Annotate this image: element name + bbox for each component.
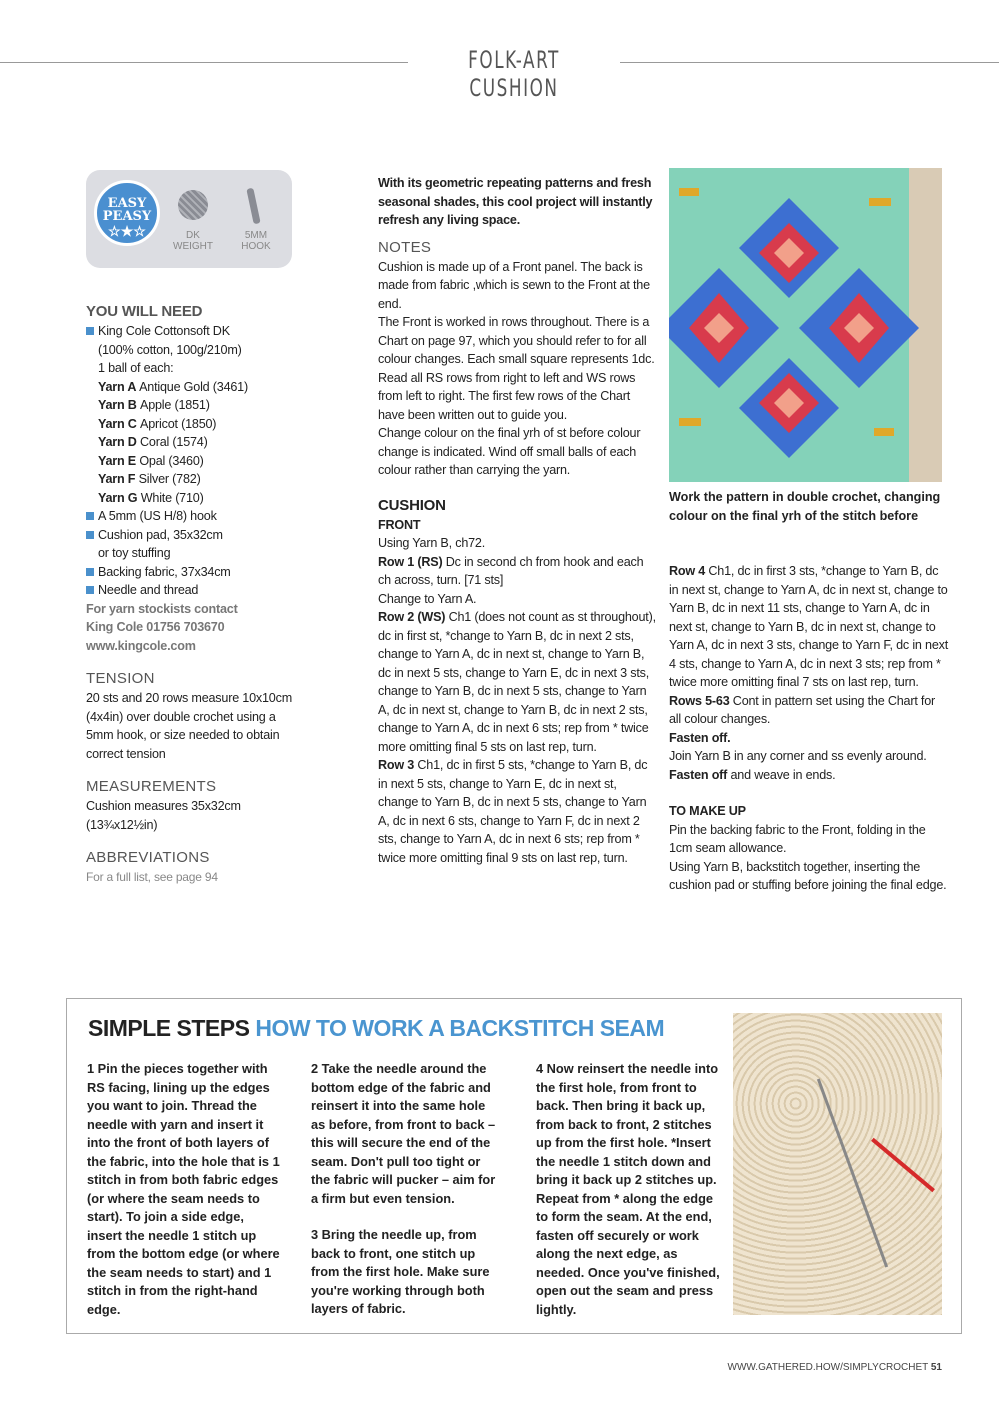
- text-run: Dc in second ch from hook and each ch across, turn. [71 sts]: [378, 554, 644, 587]
- text-run: Yarn G: [98, 490, 141, 505]
- needle-icon: [817, 1079, 888, 1268]
- step-column-1: 1 Pin the pieces together with RS facing, lining up the edges you want to join. Thread the needle with yarn and insert it into the front of both layers of the fabric, into the hole that is 1 stitch in from both fabric edges (or where the seam needs to start). To join a side edge, insert the needle 1 stitch up from the bottom edge (or where the seam needs to start) and 1 stitch in from the right-hand edge.: [87, 1061, 280, 1317]
- text-run: A 5mm (US H/8) hook: [98, 509, 217, 523]
- text-run: Cushion pad, 35x32cm: [98, 527, 223, 542]
- instruction-paragraph: [86, 563, 296, 582]
- photo-caption: Work the pattern in double crochet, changing colour on the final yrh of the stitch before: [669, 490, 941, 523]
- text-run: White (710): [140, 490, 204, 505]
- text-run: Silver (782): [138, 472, 201, 486]
- yarn-ball-icon: [178, 190, 208, 220]
- notes-text: Cushion is made up of a Front panel. The back is made from fabric ,which is sewn to the Front at the end. The Front is worked in rows throughout. There is a Chart on page 97, which you should refer to for all colour changes. Each small square represents 1dc. Read all RS rows from right to left and WS rows from left to right. The first few rows of the Chart have been written out to guide you. Change colour on the final yrh of st before colour change is indicated. Wind off small balls of each colour rather than carrying the yarn.: [378, 259, 655, 477]
- yarn-weight-label: DK WEIGHT: [173, 230, 213, 252]
- instruction-paragraph: [86, 378, 296, 397]
- cushion-photo: [669, 168, 942, 482]
- instruction-paragraph: [86, 526, 296, 545]
- page-footer: [728, 1362, 942, 1373]
- text-run: Using Yarn B, ch72.: [378, 536, 486, 550]
- instruction-paragraph: [86, 359, 296, 378]
- instruction-paragraph: [86, 396, 296, 415]
- instruction-paragraph: [669, 729, 949, 748]
- text-run: Opal (3460): [139, 453, 204, 468]
- difficulty-stars: ☆★☆: [108, 224, 146, 240]
- text-run: King Cole Cottonsoft DK: [98, 324, 230, 338]
- text-run: Yarn E: [98, 453, 140, 468]
- page-number: 51: [930, 1362, 942, 1373]
- text-run: Apple (1851): [140, 398, 210, 412]
- right-column: [669, 562, 949, 895]
- text-run: Ch1, dc in first 5 sts, *change to Yarn B, dc in next 5 sts, change to Yarn E, dc in next st, change to Yarn B, dc in next 5 sts, change to Yarn A, dc in next 6 sts, change to Yarn F, dc in next 2 sts, change to Yarn A, dc in next 6 sts; rep from * twice more omitting final 9 sts on last rep, turn.: [378, 758, 648, 865]
- level-line2: PEASY: [102, 209, 152, 224]
- text-run: Yarn A: [98, 379, 140, 394]
- text-run: Ch1, dc in first 3 sts, *change to Yarn B, dc in next st, change to Yarn A, dc in next st, change to Yarn B, dc in next 11 sts, change to Yarn A, dc in next st, change to Yarn B, dc in next st, change to Yarn A, dc in next 3 sts, change to Yarn F, dc in next 4 sts, change to Yarn A, dc in next 3 sts; rep from * twice more omitting final 7 sts on last rep, turn.: [669, 564, 949, 689]
- text-run: Ch1 (does not count as st throughout), dc in first st, *change to Yarn B, dc in next 2 sts, change to Yarn A, dc in next st, change to Yarn B, dc in next 5 sts, change to Yarn E, dc in next 3 sts, change to Yarn B, dc in next 5 sts, change to Yarn A, dc in next st, change to Yarn B, dc in next 2 sts, change to Yarn A, dc in next 6 sts; rep from * twice more omitting final 5 sts on last rep, turn.: [378, 610, 656, 754]
- crochet-hook-icon: [246, 188, 260, 225]
- text-run: (100% cotton, 100g/210m): [98, 342, 242, 357]
- instruction-paragraph: [669, 692, 949, 729]
- you-will-need-heading: YOU WILL NEED: [86, 303, 203, 320]
- instruction-paragraph: [86, 322, 296, 341]
- make-up-heading: TO MAKE UP: [669, 804, 746, 818]
- instruction-paragraph: [86, 489, 296, 508]
- text-run: Coral (1574): [140, 435, 208, 449]
- notes-heading: NOTES: [378, 238, 432, 256]
- footer-url[interactable]: WWW.GATHERED.HOW/SIMPLYCROCHET: [727, 1362, 929, 1373]
- intro-text: With its geometric repeating patterns and fresh seasonal shades, this cool project will instantly refresh any living space.: [378, 176, 653, 227]
- make-up-text: Using Yarn B, backstitch together, inserting the cushion pad or stuffing before joining the final edge.: [669, 859, 947, 892]
- skill-badge: [86, 170, 292, 268]
- text-run: Row 3: [378, 758, 418, 772]
- instruction-paragraph: [86, 452, 296, 471]
- text-run: Yarn D: [98, 435, 140, 449]
- measurements-text: Cushion measures 35x32cm (13¾x12½in): [86, 799, 241, 832]
- stockist-contact: For yarn stockists contact King Cole 01756 703670 www.kingcole.com: [86, 600, 296, 656]
- page-title: FOLK-ART CUSHION: [468, 46, 560, 102]
- left-column: [86, 302, 296, 887]
- text-run: Fasten off.: [669, 730, 731, 745]
- abbreviations-text: For a full list, see page 94: [86, 870, 218, 884]
- cushion-instructions: [378, 534, 656, 867]
- instruction-paragraph: [86, 341, 296, 360]
- step-column-3: 4 Now reinsert the needle into the first hole, from front to back. Then bring it back up, from back to front, 2 stitches up from the first hole. *Insert the needle 1 stitch down and bring it back up 2 stitches up. Repeat from * along the edge to form the seam. At the end, fasten off securely or work along the next edge, as needed. Once you've finished, open out the seam and press lightly.: [536, 1061, 720, 1317]
- text-run: Join Yarn B in any corner and ss evenly around.: [669, 749, 927, 763]
- text-run: Change to Yarn A.: [378, 591, 477, 606]
- abbreviations-heading: ABBREVIATIONS: [86, 849, 210, 866]
- instruction-paragraph: [378, 553, 656, 590]
- text-run: Row 4: [669, 564, 709, 578]
- tension-text: 20 sts and 20 rows measure 10x10cm (4x4in) over double crochet using a 5mm hook, or size needed to obtain correct tension: [86, 691, 293, 761]
- materials-list: [86, 322, 296, 600]
- easy-peasy-icon: [94, 180, 160, 246]
- middle-column: [378, 174, 656, 867]
- instruction-paragraph: [86, 544, 296, 563]
- red-yarn: [871, 1138, 935, 1192]
- text-run: Antique Gold (3461): [139, 379, 248, 394]
- text-run: Yarn C: [98, 416, 140, 431]
- level-line1: EASY: [107, 196, 147, 211]
- instruction-paragraph: [669, 562, 949, 692]
- text-run: Yarn F: [98, 472, 139, 486]
- text-run: Row 1 (RS): [378, 554, 446, 569]
- header-rule-right: [620, 62, 999, 63]
- cushion-pattern-image: [669, 168, 942, 482]
- hook-size-label: 5MM HOOK: [241, 230, 271, 252]
- text-run: and weave in ends.: [730, 767, 836, 782]
- text-run: Needle and thread: [98, 583, 199, 597]
- tension-heading: TENSION: [86, 670, 155, 687]
- simple-steps-title: SIMPLE STEPS HOW TO WORK A BACKSTITCH SEAM: [88, 1015, 665, 1041]
- text-run: Apricot (1850): [140, 416, 217, 431]
- step-column-2: 2 Take the needle around the bottom edge of the fabric and reinsert it into the same hole as before, from front to back – this will secure the end of the seam. Don't pull too tight or the fabric will pucker – aim for a firm but even tension. 3 Bring the needle up, from back to front, one stitch up from the first hole. Make sure you're working through both layers of fabric.: [311, 1061, 496, 1316]
- instruction-paragraph: [378, 534, 656, 553]
- backstitch-photo: [733, 1013, 942, 1315]
- text-run: Backing fabric, 37x34cm: [98, 564, 231, 579]
- header-rule-left: [0, 62, 408, 63]
- instruction-paragraph: [86, 581, 296, 600]
- text-run: Fasten off: [669, 767, 731, 782]
- text-run: Row 2 (WS): [378, 610, 449, 624]
- instruction-paragraph: [86, 470, 296, 489]
- instruction-paragraph: [86, 507, 296, 526]
- instruction-paragraph: [378, 590, 656, 609]
- text-run: or toy stuffing: [98, 546, 171, 560]
- measurements-heading: MEASUREMENTS: [86, 778, 217, 795]
- text-run: Rows 5-63: [669, 693, 733, 708]
- instruction-paragraph: [669, 747, 949, 766]
- make-up-text: Pin the backing fabric to the Front, folding in the 1cm seam allowance.: [669, 822, 926, 855]
- text-run: Cont in pattern set using the Chart for all colour changes.: [669, 693, 936, 726]
- instruction-paragraph: [669, 766, 949, 785]
- cushion-heading: CUSHION: [378, 496, 446, 514]
- text-run: 1 ball of each:: [98, 361, 174, 375]
- instruction-paragraph: [378, 756, 656, 867]
- instruction-paragraph: [86, 415, 296, 434]
- row-instructions: [669, 562, 949, 784]
- instruction-paragraph: [86, 433, 296, 452]
- stockist-link[interactable]: www.kingcole.com: [86, 638, 196, 653]
- text-run: Yarn B: [98, 398, 140, 412]
- instruction-paragraph: [378, 608, 656, 756]
- front-subheading: FRONT: [378, 517, 421, 532]
